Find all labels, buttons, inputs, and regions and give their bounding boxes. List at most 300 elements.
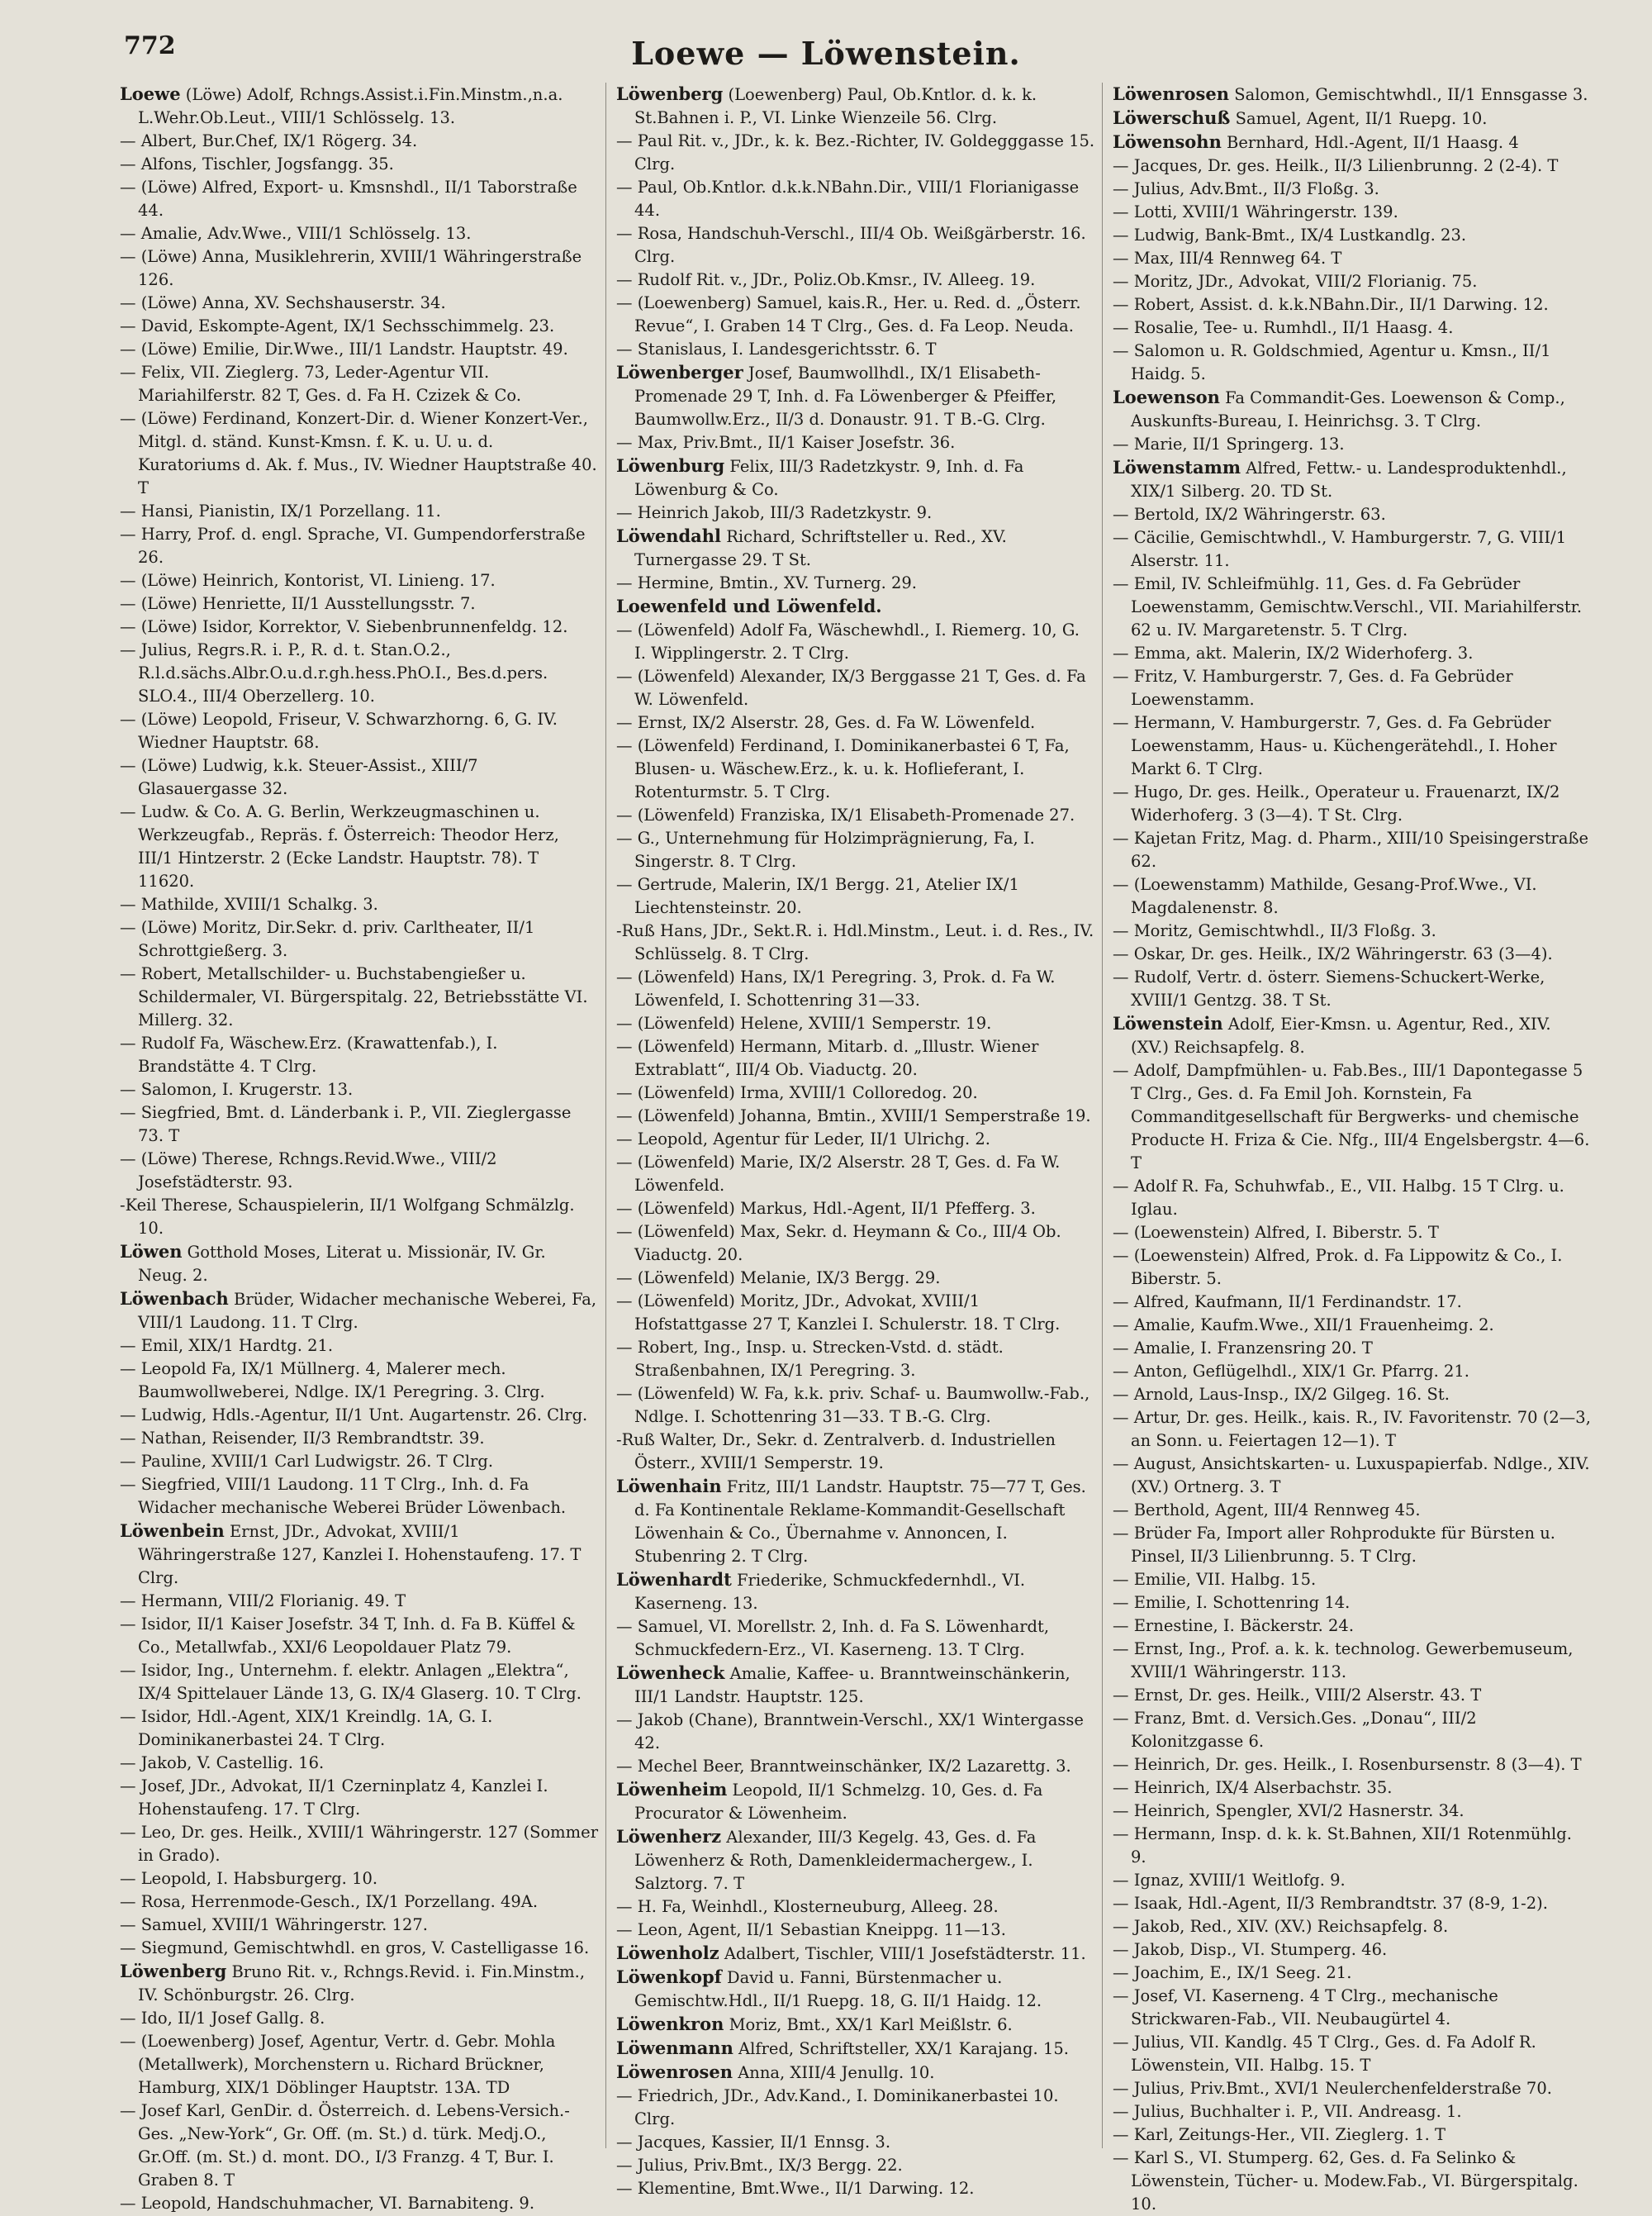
directory-entry <box>120 1519 599 1590</box>
directory-entry <box>616 1475 1095 1568</box>
entry-name: — <box>1113 1524 1129 1543</box>
directory-entry <box>1113 1823 1592 1869</box>
entry-name: — <box>1113 1986 1129 2005</box>
entry-text: Isidor, Hdl.-Agent, XIX/1 Kreindlg. 1A, G. I. Dominikanerbastei 24. T Clrg. <box>135 1707 493 1749</box>
entry-text: Cäcilie, Gemischtwhdl., V. Hamburgerstr. 7, G. VIII/1 Alserstr. 11. <box>1128 528 1567 570</box>
directory-entry <box>616 2177 1095 2200</box>
entry-text: Ludwig, Bank-Bmt., IX/4 Lustkandlg. 23. <box>1128 226 1467 245</box>
directory-entry <box>616 222 1095 269</box>
directory-entry <box>616 1709 1095 1755</box>
entry-name: — <box>120 247 136 266</box>
entry-name: Löwenbein <box>120 1520 225 1541</box>
directory-entry <box>616 525 1095 572</box>
entry-text: Adalbert, Tischler, VIII/1 Josefstädterstr. 11. <box>719 1944 1086 1963</box>
entry-name: — <box>1113 1824 1129 1843</box>
directory-entry <box>616 966 1095 1012</box>
directory-entry <box>616 1825 1095 1895</box>
entry-name: — <box>1113 341 1129 360</box>
entry-text: (Löwenfeld) Helene, XVIII/1 Semperstr. 19. <box>632 1014 992 1033</box>
directory-entry <box>616 338 1095 361</box>
entry-name: — <box>120 1475 136 1494</box>
entry-text: (Löwe) Isidor, Korrektor, V. Siebenbrunnenfeldg. 12. <box>135 617 568 636</box>
directory-entry <box>1113 107 1592 131</box>
directory-entry <box>1113 943 1592 966</box>
entry-text: Jakob, Red., XIV. (XV.) Reichsapfelg. 8. <box>1128 1917 1449 1936</box>
entry-text: Leon, Agent, II/1 Sebastian Kneippg. 11—13. <box>632 1920 1006 1939</box>
entry-name: — <box>1113 1616 1129 1635</box>
entry-name: — <box>1113 295 1129 314</box>
entry-name: Löwenholz <box>616 1943 719 1963</box>
directory-entry <box>120 592 599 616</box>
entry-name: Loewe <box>120 83 181 104</box>
entry-text: Robert, Metallschilder- u. Buchstabengießer u. Schildermaler, VI. Bürgerspitalg. 22, Betriebsstätte VI. Millerg. 32. <box>135 964 588 1030</box>
directory-entry <box>616 361 1095 431</box>
directory-entry <box>1113 1383 1592 1406</box>
directory-entry <box>1113 827 1592 873</box>
entry-name: — <box>616 621 633 640</box>
directory-entry <box>1113 2147 1592 2216</box>
entry-text: Josef, JDr., Advokat, II/1 Czerninplatz 4, Kanzlei I. Hohenstaufeng. 17. T Clrg. <box>135 1776 548 1819</box>
entry-name: — <box>120 409 136 428</box>
entry-name: — <box>1113 1801 1129 1820</box>
entry-text: H. Fa, Weinhdl., Klosterneuburg, Alleeg. 28. <box>632 1897 999 1916</box>
directory-entry <box>1113 1707 1592 1753</box>
entry-text: Alexander, III/3 Kegelg. 43, Ges. d. Fa Löwenherz & Roth, Damenkleidermachergew., I. Salztorg. 7. T <box>634 1828 1037 1893</box>
entry-text: Siegmund, Gemischtwhdl. en gros, V. Castelligasse 16. <box>135 1938 590 1957</box>
entry-name: — <box>120 525 136 544</box>
entry-text: Heinrich, IX/4 Alserbachstr. 35. <box>1128 1778 1393 1797</box>
directory-entry <box>120 1078 599 1101</box>
entry-name: Löwensohn <box>1113 131 1222 152</box>
directory-entry <box>1113 1221 1592 1244</box>
directory-entry <box>1113 503 1592 526</box>
entry-text: Jacques, Kassier, II/1 Ennsg. 3. <box>632 2133 891 2152</box>
entry-name: — <box>1113 667 1129 686</box>
entry-name: — <box>616 875 633 894</box>
directory-entry <box>616 665 1095 711</box>
page-title: Loewe — Löwenstein. <box>631 35 1021 72</box>
directory-entry <box>120 616 599 639</box>
entry-text: Heinrich Jakob, III/3 Radetzkystr. 9. <box>632 503 933 522</box>
directory-entry <box>616 1382 1095 1429</box>
entry-name: — <box>1113 1593 1129 1612</box>
entry-text: Max, III/4 Rennweg 64. T <box>1128 249 1342 268</box>
entry-text: (Löwe) Alfred, Export- u. Kmsnshdl., II/1 Taborstraße 44. <box>135 178 577 220</box>
directory-entry <box>1113 1915 1592 1938</box>
entry-text: Friederike, Schmuckfedernhdl., VI. Kaserneng. 13. <box>634 1571 1026 1613</box>
entry-name: — <box>1113 1061 1129 1080</box>
entry-text: Rudolf Rit. v., JDr., Poliz.Ob.Kmsr., IV. Alleeg. 19. <box>632 270 1036 289</box>
directory-entry <box>120 1450 599 1473</box>
entry-text: Adolf, Eier-Kmsn. u. Agentur, Red., XIV. (XV.) Reichsapfelg. 8. <box>1131 1015 1551 1057</box>
entry-name: — <box>1113 272 1129 291</box>
entry-name: — <box>616 1106 633 1125</box>
entry-name: — <box>1113 713 1129 732</box>
entry-text: Alfons, Tischler, Jogsfangg. 35. <box>135 155 394 174</box>
directory-entry <box>616 1755 1095 1778</box>
directory-entry <box>1113 1614 1592 1638</box>
directory-entry <box>616 1568 1095 1615</box>
directory-entry <box>120 523 599 569</box>
entry-text: Ernst, Dr. ges. Heilk., VIII/2 Alserstr. 43. T <box>1128 1686 1482 1705</box>
directory-entry <box>616 619 1095 665</box>
entry-name: — <box>1113 2102 1129 2121</box>
entry-name: — <box>1113 875 1129 894</box>
entry-name: — <box>1113 435 1129 454</box>
directory-entry <box>616 827 1095 873</box>
entry-name: — <box>1113 1292 1129 1311</box>
entry-name: — <box>120 1429 136 1448</box>
entry-text: August, Ansichtskarten- u. Luxuspapierfab. Ndlge., XIV. (XV.) Ortnerg. 3. T <box>1128 1454 1590 1496</box>
entry-text: Max, Priv.Bmt., II/1 Kaiser Josefstr. 36. <box>632 433 956 452</box>
entry-text: Salomon, I. Krugerstr. 13. <box>135 1080 354 1099</box>
entry-text: Alfred, Schriftsteller, XX/1 Karajang. 15. <box>733 2039 1069 2058</box>
entry-text: (Loewenstamm) Mathilde, Gesang-Prof.Wwe., VI. Magdalenenstr. 8. <box>1128 875 1537 917</box>
entry-name: — <box>1113 1894 1129 1913</box>
entry-text: Stanislaus, I. Landesgerichtsstr. 6. T <box>632 340 937 359</box>
entry-name: Löwen <box>120 1241 183 1262</box>
entry-text: Jakob (Chane), Branntwein-Verschl., XX/1 Wintergasse 42. <box>632 1710 1084 1752</box>
directory-entry <box>616 1082 1095 1105</box>
entry-text: Josef, VI. Kaserneng. 4 T Clrg., mechanische Strickwaren-Fab., VII. Neubaugürtel 4. <box>1128 1986 1498 2028</box>
entry-text: Moritz, Gemischtwhdl., II/3 Floßg. 3. <box>1128 921 1436 940</box>
entry-name: — <box>616 270 633 289</box>
entry-text: Bernhard, Hdl.-Agent, II/1 Haasg. 4 <box>1221 133 1519 152</box>
entry-name: — <box>616 1617 633 1636</box>
entry-name: Löwenheck <box>616 1662 725 1683</box>
directory-entry <box>120 1427 599 1450</box>
entry-name: — <box>616 1037 633 1056</box>
entry-text: Julius, VII. Kandlg. 45 T Clrg., Ges. d. Fa Adolf R. Löwenstein, VII. Halbg. 15. T <box>1128 2033 1536 2075</box>
entry-text: Gotthold Moses, Literat u. Missionär, IV. Gr. Neug. 2. <box>138 1243 546 1285</box>
directory-entry <box>1113 966 1592 1012</box>
entry-text: Moritz, JDr., Advokat, VIII/2 Florianig. 75. <box>1128 272 1478 291</box>
entry-name: Löwendahl <box>616 525 722 546</box>
directory-entry <box>120 130 599 153</box>
entry-text: Mechel Beer, Branntweinschänker, IX/2 Lazarettg. 3. <box>632 1757 1071 1776</box>
entry-name: — <box>616 829 633 848</box>
directory-entry <box>120 338 599 361</box>
entry-text: Harry, Prof. d. engl. Sprache, VI. Gumpendorferstraße 26. <box>135 525 586 567</box>
directory-entry <box>120 83 599 130</box>
entry-name: — <box>120 1080 136 1099</box>
entry-name: — <box>120 2032 136 2051</box>
directory-entry <box>1113 1753 1592 1776</box>
entry-name: — <box>616 1268 633 1287</box>
entry-name: — <box>616 178 633 197</box>
entry-name: — <box>120 1823 136 1842</box>
directory-entry <box>1113 711 1592 781</box>
directory-entry <box>120 153 599 176</box>
entry-name: — <box>616 433 633 452</box>
entry-name: — <box>1113 1408 1129 1427</box>
entry-text: Hermann, VIII/2 Florianig. 49. T <box>135 1591 406 1610</box>
entry-text: Samuel, VI. Morellstr. 2, Inh. d. Fa S. Löwenhardt, Schmuckfedern-Erz., VI. Kaserneng. 13. T Clrg. <box>632 1617 1050 1659</box>
directory-entry <box>1113 1453 1592 1499</box>
directory-entry <box>616 572 1095 595</box>
directory-entry <box>1113 1175 1592 1221</box>
directory-entry <box>616 1966 1095 2013</box>
entry-text: Hermine, Bmtin., XV. Turnerg. 29. <box>632 573 917 592</box>
entry-text: Adolf R. Fa, Schuhwfab., E., VII. Halbg. 15 T Clrg. u. Iglau. <box>1128 1177 1564 1219</box>
entry-text: Karl S., VI. Stumperg. 62, Ges. d. Fa Selinko & Löwenstein, Tücher- u. Modew.Fab., VI. Bürgerspitalg. 10. <box>1128 2148 1578 2214</box>
entry-name: — <box>1113 2079 1129 2098</box>
entry-text: Rudolf Fa, Wäschew.Erz. (Krawattenfab.), I. Brandstätte 4. T Clrg. <box>135 1034 498 1076</box>
entry-text: (Löwenfeld) Franziska, IX/1 Elisabeth-Promenade 27. <box>632 806 1075 825</box>
entry-text: Julius, Regrs.R. i. P., R. d. t. Stan.O.2., R.l.d.sächs.Albr.O.u.d.r.gh.hess.PhO.I., Bes.d.pers. SLO.4., III/4 Oberzellerg. 10. <box>135 640 548 706</box>
directory-entry <box>616 454 1095 502</box>
entry-text: (Löwenfeld) Hans, IX/1 Peregring. 3, Prok. d. Fa W. Löwenfeld, I. Schottenring 31—33. <box>632 968 1056 1010</box>
entry-name: — <box>616 736 633 755</box>
entry-name: Löwenrosen <box>1113 83 1230 104</box>
entry-name: — <box>1113 944 1129 963</box>
entry-name: — <box>616 1083 633 1102</box>
entry-text: Julius, Adv.Bmt., II/3 Floßg. 3. <box>1128 179 1379 198</box>
directory-entry <box>616 873 1095 920</box>
entry-name: — <box>1113 1315 1129 1334</box>
entry-text: (Löwenfeld) Melanie, IX/3 Bergg. 29. <box>632 1268 941 1287</box>
entry-text: (Löwe) Anna, Musiklehrerin, XVIII/1 Währingerstraße 126. <box>135 247 582 289</box>
directory-entry <box>120 1914 599 1937</box>
entry-text: David u. Fanni, Bürstenmacher u. Gemischtw.Hdl., II/1 Ruepg. 18, G. II/1 Haidg. 12. <box>634 1968 1042 2010</box>
entry-text: Robert, Assist. d. k.k.NBahn.Dir., II/1 Darwing. 12. <box>1128 295 1549 314</box>
directory-entry <box>1113 1406 1592 1453</box>
entry-text: Josef Karl, GenDir. d. Österreich. d. Lebens-Versich.-Ges. „New-York“, Gr. Off. (m. St.) d. türk. Medj.O., Gr.Off. (m. St.) d. mont. DO., I/3 Franzg. 4 T, Bur. I. Graben 8. T <box>135 2101 570 2190</box>
entry-text: Hermann, V. Hamburgerstr. 7, Ges. d. Fa Gebrüder Loewenstamm, Haus- u. Küchengerätehdl., I. Hoher Markt 6. T Clrg. <box>1128 713 1557 778</box>
entry-text: Leopold, Handschuhmacher, VI. Barnabiteng. 9. <box>135 2194 535 2213</box>
entry-text: (Löwenfeld) Alexander, IX/3 Berggasse 21 T, Ges. d. Fa W. Löwenfeld. <box>632 667 1086 709</box>
entry-text: Samuel, Agent, II/1 Ruepg. 10. <box>1230 109 1488 128</box>
entry-text: Klementine, Bmt.Wwe., II/1 Darwing. 12. <box>632 2179 975 2198</box>
entry-text: (Löwe) Ferdinand, Konzert-Dir. d. Wiener Konzert-Ver., Mitgl. d. ständ. Kunst-Kmsn. f. K. u. U. u. d. Kuratoriums d. Ak. f. Mus., IV. Wiedner Hauptstraße 40. T <box>135 409 597 497</box>
entry-name: — <box>1113 829 1129 848</box>
entry-name: — <box>120 363 136 382</box>
directory-entry <box>616 1197 1095 1220</box>
entry-name: — <box>616 667 633 686</box>
entry-text: Mathilde, XVIII/1 Schalkg. 3. <box>135 895 378 914</box>
entry-name: — <box>120 1753 136 1772</box>
entry-text: Felix, VII. Zieglerg. 73, Leder-Agentur VII. Mariahilferstr. 82 T, Ges. d. Fa H. Czizek & Co. <box>135 363 522 405</box>
entry-text: Josef, Baumwollhdl., IX/1 Elisabeth-Promenade 29 T, Inh. d. Fa Löwenberger & Pfeiffer, Baumwollw.Erz., II/3 d. Donaustr. 91. T B.-G. Clrg. <box>634 364 1057 429</box>
entry-text: Ernestine, I. Bäckerstr. 24. <box>1128 1616 1355 1635</box>
entry-text: (Löwenfeld) Ferdinand, I. Dominikanerbastei 6 T, Fa, Blusen- u. Wäschew.Erz., k. u. k. Hoflieferant, I. Rotenturmstr. 5. T Clrg. <box>632 736 1070 801</box>
entry-text: (Löwe) Heinrich, Kontorist, VI. Linieng. 17. <box>135 571 496 590</box>
entry-text: (Loewenberg) Paul, Ob.Kntlor. d. k. k. St.Bahnen i. P., VI. Linke Wienzeile 56. Clrg. <box>634 85 1037 127</box>
entry-text: Isidor, II/1 Kaiser Josefstr. 34 T, Inh. d. Fa B. Küffel & Co., Metallwfab., XXI/6 Leopoldauer Platz 79. <box>135 1614 576 1657</box>
entry-text: (Löwe) Adolf, Rchngs.Assist.i.Fin.Minstm.,n.a. L.Wehr.Ob.Leut., VIII/1 Schlösselg. 13. <box>138 85 563 127</box>
directory-entry <box>616 1778 1095 1825</box>
directory-entry <box>120 1890 599 1914</box>
entry-name: — <box>120 1359 136 1378</box>
entry-name: -Ruß <box>616 921 655 940</box>
directory-entry <box>616 1267 1095 1290</box>
directory-entry <box>1113 433 1592 456</box>
entry-text: Emma, akt. Malerin, IX/2 Widerhoferg. 3. <box>1128 644 1474 663</box>
directory-entry <box>120 916 599 963</box>
entry-text: Alfred, Kaufmann, II/1 Ferdinandstr. 17. <box>1128 1292 1462 1311</box>
entry-name: — <box>120 964 136 983</box>
directory-entry <box>1113 1360 1592 1383</box>
directory-entry <box>120 1032 599 1078</box>
entry-name: Löwenhardt <box>616 1569 732 1590</box>
directory-entry <box>616 1012 1095 1035</box>
entry-name: Löwenbach <box>120 1288 229 1309</box>
entry-name: Löwenkopf <box>616 1966 722 1987</box>
directory-entry <box>120 292 599 315</box>
entry-text: Lotti, XVIII/1 Währingerstr. 139. <box>1128 202 1398 221</box>
entry-name: — <box>120 640 136 659</box>
entry-name: — <box>120 1405 136 1424</box>
entry-text: Fritz, III/1 Landstr. Hauptstr. 75—77 T, Ges. d. Fa Kontinentale Reklame-Kommandit-Gesellschaft Löwenhain & Co., Übernahme v. Annoncen, I. Stubenring 2. T Clrg. <box>634 1477 1086 1566</box>
entry-text: (Löwe) Anna, XV. Sechshauserstr. 34. <box>135 293 446 312</box>
directory-entry <box>1113 873 1592 920</box>
directory-entry <box>1113 1291 1592 1314</box>
directory-entry <box>1113 1012 1592 1059</box>
directory-entry <box>1113 2077 1592 2100</box>
directory-entry <box>120 893 599 916</box>
entry-name: — <box>616 131 633 150</box>
entry-text: Jakob, Disp., VI. Stumperg. 46. <box>1128 1940 1388 1959</box>
directory-entry <box>120 315 599 338</box>
directory-entry <box>120 754 599 801</box>
directory-entry <box>1113 781 1592 827</box>
entry-name: — <box>1113 528 1129 547</box>
entry-name: — <box>120 1614 136 1633</box>
entry-name: — <box>616 2133 633 2152</box>
entry-name: — <box>1113 2125 1129 2144</box>
entry-name: — <box>616 1014 633 1033</box>
directory-entry <box>616 2085 1095 2131</box>
directory-entry <box>1113 386 1592 433</box>
entry-name: — <box>616 968 633 987</box>
entry-name: Löwenberger <box>616 362 743 383</box>
entry-text: (Löwenfeld) Adolf Fa, Wäschewhdl., I. Riemerg. 10, G. I. Wipplingerstr. 2. T Clrg. <box>632 621 1080 663</box>
entry-text: Pauline, XVIII/1 Carl Ludwigstr. 26. T Clrg. <box>135 1452 494 1471</box>
entry-text: Fa Commandit-Ges. Loewenson & Comp., Auskunfts-Bureau, I. Heinrichsg. 3. T Clrg. <box>1131 388 1565 430</box>
entry-name: — <box>120 2194 136 2213</box>
directory-entry <box>1113 247 1592 270</box>
entry-name: — <box>616 503 633 522</box>
entry-name: — <box>1113 505 1129 524</box>
page-number: 772 <box>124 31 176 60</box>
entry-text: Julius, Buchhalter i. P., VII. Andreasg. 1. <box>1128 2102 1462 2121</box>
entry-name: — <box>616 1222 633 1241</box>
entry-name: — <box>120 1103 136 1122</box>
entry-text: Albert, Bur.Chef, IX/1 Rögerg. 34. <box>135 131 418 150</box>
entry-text: (Löwenfeld) Hermann, Mitarb. d. „Illustr. Wiener Extrablatt“, III/4 Ob. Viaductg. 20. <box>632 1037 1039 1079</box>
entry-name: Löwenstamm <box>1113 457 1241 478</box>
directory-entry <box>1113 1684 1592 1707</box>
directory-entry <box>120 1287 599 1334</box>
directory-entry <box>1113 201 1592 224</box>
directory-entry <box>120 2192 599 2215</box>
entry-name: — <box>120 1892 136 1911</box>
entry-name: — <box>120 1336 136 1355</box>
entry-name: — <box>1113 574 1129 593</box>
entry-name: — <box>1113 1639 1129 1658</box>
directory-entry <box>120 1752 599 1775</box>
directory-entry <box>616 292 1095 338</box>
entry-name: — <box>120 802 136 821</box>
entry-name: Löwenmann <box>616 2038 733 2058</box>
entry-name: — <box>616 293 633 312</box>
directory-entry <box>1113 131 1592 155</box>
directory-entry <box>120 2007 599 2030</box>
directory-entry <box>616 269 1095 292</box>
entry-text: Salomon, Gemischtwhdl., II/1 Ennsgasse 3. <box>1229 85 1588 104</box>
directory-entry <box>1113 1522 1592 1568</box>
directory-entry <box>1113 1244 1592 1291</box>
entry-name: — <box>616 1384 633 1403</box>
entry-name: — <box>120 2101 136 2120</box>
entry-name: — <box>616 2156 633 2175</box>
entry-name: — <box>1113 318 1129 337</box>
directory-entry <box>1113 1337 1592 1360</box>
entry-name: — <box>120 571 136 590</box>
directory-entry <box>120 222 599 245</box>
directory-entry <box>616 2154 1095 2177</box>
directory-entry <box>120 1404 599 1427</box>
directory-entry <box>120 708 599 754</box>
entry-text: Rudolf, Vertr. d. österr. Siemens-Schuckert-Werke, XVIII/1 Gentzg. 38. T St. <box>1128 968 1545 1010</box>
entry-text: Ido, II/1 Josef Gallg. 8. <box>135 2009 325 2028</box>
entry-text: Friedrich, JDr., Adv.Kand., I. Dominikanerbastei 10. Clrg. <box>632 2086 1059 2128</box>
directory-entry <box>1113 1776 1592 1800</box>
directory-entry <box>616 1919 1095 1942</box>
directory-entry <box>616 1615 1095 1662</box>
entry-text: Rosa, Herrenmode-Gesch., IX/1 Porzellang. 49A. <box>135 1892 539 1911</box>
directory-entry <box>1113 642 1592 665</box>
directory-entry <box>1113 1985 1592 2031</box>
entry-name: — <box>120 340 136 359</box>
directory-entry <box>120 1590 599 1613</box>
entry-name: — <box>616 573 633 592</box>
entry-text: Brüder, Widacher mechanische Weberei, Fa, VIII/1 Laudong. 11. T Clrg. <box>138 1290 597 1332</box>
directory-entry <box>616 1035 1095 1082</box>
entry-text: (Löwenfeld) Johanna, Bmtin., XVIII/1 Semperstraße 19. <box>632 1106 1091 1125</box>
directory-entry <box>616 595 1095 619</box>
directory-entry <box>120 1334 599 1358</box>
entry-text: Ignaz, XVIII/1 Weitlofg. 9. <box>1128 1871 1346 1890</box>
entry-text: Emilie, VII. Halbg. 15. <box>1128 1570 1317 1589</box>
entry-text: Robert, Ing., Insp. u. Strecken-Vstd. d. städt. Straßenbahnen, IX/1 Peregring. 3. <box>632 1338 1004 1380</box>
entry-name: — <box>1113 1778 1129 1797</box>
entry-text: (Löwenfeld) Max, Sekr. d. Heymann & Co., III/4 Ob. Viaductg. 20. <box>632 1222 1061 1264</box>
directory-entry <box>1113 1568 1592 1591</box>
entry-name: — <box>120 1149 136 1168</box>
entry-text: Hans, JDr., Sekt.R. i. Hdl.Minstm., Leut. i. d. Res., IV. Schlüsselg. 8. T Clrg. <box>634 921 1094 963</box>
entry-name: — <box>616 1153 633 1172</box>
entry-name: — <box>616 2179 633 2198</box>
entry-name: — <box>120 1661 136 1680</box>
directory-entry <box>616 735 1095 804</box>
entry-text: Anton, Geflügelhdl., XIX/1 Gr. Pfarrg. 21. <box>1128 1362 1469 1381</box>
directory-entry <box>120 500 599 523</box>
directory-entry <box>120 1613 599 1659</box>
directory-entry <box>120 1240 599 1287</box>
entry-text: Leopold, I. Habsburgerg. 10. <box>135 1869 378 1888</box>
entry-text: Moriz, Bmt., XX/1 Karl Meißlstr. 6. <box>724 2015 1013 2034</box>
directory-entry <box>1113 1800 1592 1823</box>
entry-text: Emilie, I. Schottenring 14. <box>1128 1593 1351 1612</box>
entry-name: — <box>1113 226 1129 245</box>
entry-name: — <box>120 918 136 937</box>
entry-name: — <box>1113 1917 1129 1936</box>
entry-text: Karl, Zeitungs-Her., VII. Zieglerg. 1. T <box>1128 2125 1446 2144</box>
column-1 <box>120 83 606 2213</box>
entry-text: Adolf, Dampfmühlen- u. Fab.Bes., III/1 Dapontegasse 5 T Clrg., Ges. d. Fa Emil Joh. Kornstein, Fa Commanditgesellschaft für Bergwerks- und chemische Producte H. Friza & Cie. Nfg., III/4 Engelsbergstr. 4—6. T <box>1128 1061 1590 1172</box>
entry-name: — <box>1113 1755 1129 1774</box>
